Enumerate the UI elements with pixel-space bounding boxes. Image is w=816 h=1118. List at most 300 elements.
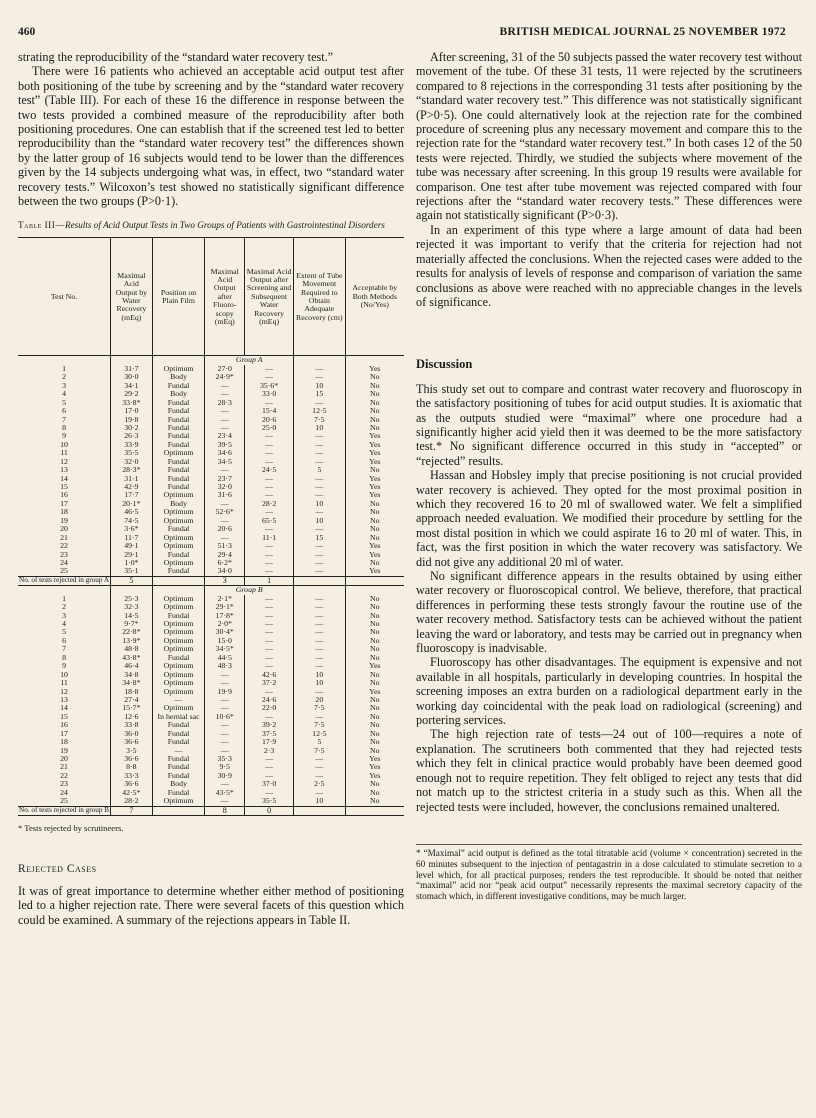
rejected-water: 7 <box>111 806 153 815</box>
table-cell: 29·1 <box>111 551 153 559</box>
table-cell: — <box>294 620 346 628</box>
table-cell: Optimum <box>152 365 205 373</box>
table-cell: — <box>245 373 294 381</box>
table-cell: 24 <box>60 787 68 797</box>
table-cell: — <box>294 373 346 381</box>
table-cell: — <box>294 432 346 440</box>
table-cell: — <box>245 365 294 373</box>
table-row <box>18 416 404 424</box>
table-cell: — <box>294 458 346 466</box>
table-cell: 22 <box>60 770 68 780</box>
table-cell: 24 <box>60 557 68 567</box>
table-cell: Fundal <box>152 654 205 662</box>
table-cell: — <box>245 551 294 559</box>
table-cell: 28·3* <box>111 466 153 474</box>
table-cell: 33·0 <box>245 390 294 398</box>
table-cell: 2 <box>62 602 66 612</box>
table-cell: — <box>294 645 346 653</box>
table-cell: 52·6* <box>205 508 245 516</box>
table-cell: Fundal <box>152 441 205 449</box>
table-cell: 20 <box>60 754 68 764</box>
table-row <box>18 458 404 466</box>
table-cell: 4 <box>62 389 66 399</box>
table-cell: Fundal <box>152 551 205 559</box>
footnote <box>416 844 802 902</box>
footnote-text: * “Maximal” acid output is defined as the total titratable acid (volume × concentration) secreted in the 60 minutes subsequent to the injection of pentagastrin in a dose calculated to stimulate secretion to a level which, for all practical purposes, renders the test reproducible. It should be noted that neither “maximal” acid nor “peak acid output” necessarily represents the maximal secretory capacity of the stomach which, in different investigative conditions, may be much larger. <box>416 847 802 902</box>
table-cell: — <box>294 612 346 620</box>
table-row <box>18 721 404 729</box>
table-row <box>18 449 404 457</box>
table-cell: 39·5 <box>205 441 245 449</box>
table-cell: — <box>245 525 294 533</box>
table-row <box>18 628 404 636</box>
table-cell: 15·7* <box>111 704 153 712</box>
table-cell: 24·5 <box>245 466 294 474</box>
discussion-paragraph-1: This study set out to compare and contrast water recovery and fluoroscopy in the satisfactory positioning of tubes for acid output studies. It is axiomatic that as the outputs studied were “maximal” where one procedure had a significantly higher acid yield then it was deemed to be the more satisfactory test.* No significant difference occurred in this study in “accepted” or “rejected” results. <box>416 381 802 468</box>
table-cell: 48·8 <box>111 645 153 653</box>
table-cell: No <box>345 747 404 755</box>
table-cell: Optimum <box>152 595 205 603</box>
table-cell: 17 <box>60 498 68 508</box>
table-row <box>18 662 404 670</box>
table-cell: 46·5 <box>111 508 153 516</box>
table-cell: No <box>345 612 404 620</box>
table-cell: — <box>245 763 294 771</box>
table-row <box>18 772 404 780</box>
table-cell: — <box>205 407 245 415</box>
table-cell: 17 <box>60 728 68 738</box>
table-cell: 7·5 <box>294 704 346 712</box>
table-cell: 6 <box>62 406 66 416</box>
table-cell: — <box>294 662 346 670</box>
table-cell: — <box>245 483 294 491</box>
table-cell: 37·5 <box>245 730 294 738</box>
column-header: Test No. <box>18 238 111 356</box>
table-cell: — <box>294 399 346 407</box>
rejected-fluoro: 8 <box>205 806 245 815</box>
table-cell: 18 <box>60 507 68 517</box>
group-b-label: Group B <box>205 586 294 595</box>
table-row <box>18 603 404 611</box>
table-cell: No <box>345 620 404 628</box>
table-cell: No <box>345 534 404 542</box>
discussion-paragraph-4: Fluoroscopy has other disadvantages. The equipment is expensive and not available in all hospitals, particularly in developing countries. In hospital the screening imposes an extra burden on a radiological department early in the working day coincidental with the peak load on radiological (screening) and portering services. <box>416 655 802 728</box>
table-cell: — <box>205 534 245 542</box>
table-row <box>18 567 404 576</box>
table-cell: 9 <box>62 431 66 441</box>
table-cell: 15 <box>60 482 68 492</box>
table-cell: 2·5 <box>294 780 346 788</box>
table-cell: — <box>294 603 346 611</box>
table-row <box>18 365 404 373</box>
table-cell: 12·5 <box>294 407 346 415</box>
table-cell: Optimum <box>152 449 205 457</box>
table-cell: Fundal <box>152 424 205 432</box>
table-cell: 36·6 <box>111 780 153 788</box>
discussion-paragraph-3: No significant difference appears in the results obtained by using either water recovery or fluoroscopical control. We believe, therefore, that practical differences in performing these tests strongly favour the routine use of the water recovery method. Satisfactory tests can be achieved without the patient leaving the ward or laboratory, and tests may be carried out in pregnancy when fluoroscopy is inadvisable. <box>416 569 802 656</box>
table-cell: Optimum <box>152 603 205 611</box>
table-row <box>18 525 404 533</box>
table-cell: — <box>294 449 346 457</box>
column-header: Maximal Acid Output after Screening and Subsequent Water Recovery (mEq) <box>245 238 294 356</box>
table-cell: Body <box>152 373 205 381</box>
column-header: Maximal Acid Output by Water Recovery (mEq) <box>111 238 153 356</box>
table-cell: — <box>245 449 294 457</box>
table-cell: Fundal <box>152 789 205 797</box>
table-cell: No <box>345 416 404 424</box>
table-cell: — <box>205 500 245 508</box>
table-cell: Yes <box>345 449 404 457</box>
table-cell: 43·5* <box>205 789 245 797</box>
table-cell: — <box>294 491 346 499</box>
table-cell: — <box>205 704 245 712</box>
left-column <box>18 50 404 927</box>
table-cell: Yes <box>345 755 404 763</box>
table-cell: Fundal <box>152 399 205 407</box>
table-cell: 9·7* <box>111 620 153 628</box>
table-cell: 11 <box>60 678 68 688</box>
table-cell: 10 <box>294 679 346 687</box>
table-cell: — <box>294 542 346 550</box>
column-header: Extent of Tube Movement Required to Obtain Adequate Recovery (cm) <box>294 238 346 356</box>
table-cell: Yes <box>345 483 404 491</box>
results-table <box>18 237 404 816</box>
table-cell: — <box>245 603 294 611</box>
table-cell: — <box>294 772 346 780</box>
table-cell: — <box>294 763 346 771</box>
table-cell: — <box>245 789 294 797</box>
table-cell: Fundal <box>152 567 205 576</box>
table-cell: — <box>294 789 346 797</box>
table-cell: 22·8* <box>111 628 153 636</box>
table-cell: — <box>205 780 245 788</box>
table-cell: 6 <box>62 635 66 645</box>
table-cell: — <box>245 508 294 516</box>
table-cell: Yes <box>345 432 404 440</box>
table-cell: No <box>345 559 404 567</box>
page-number: 460 <box>18 26 36 38</box>
table-cell: No <box>345 407 404 415</box>
discussion-paragraph-5: The high rejection rate of tests—24 out of 100—requires a note of explanation. The scrutineers both commented that they had rejected tests which they felt in clinical practice would probably have been deemed good enough not to require repetition. They felt obliged to reject any tests that did not match up to the strictest criteria in a study such as this. When all the rejected tests were included, however, the conclusions remained unaltered. <box>416 727 802 814</box>
table-cell: No <box>345 679 404 687</box>
table-cell: — <box>294 559 346 567</box>
table-cell: 20 <box>294 696 346 704</box>
table-cell: Optimum <box>152 645 205 653</box>
table-cell: No <box>345 637 404 645</box>
table-row <box>18 645 404 653</box>
table-cell: 35·3 <box>205 755 245 763</box>
table-cell: 28·2 <box>245 500 294 508</box>
table-cell: 16 <box>60 490 68 500</box>
table-cell: No <box>345 789 404 797</box>
table-cell: 32·0 <box>111 458 153 466</box>
rejected-screen: 1 <box>245 576 294 585</box>
table-cell: 3 <box>62 380 66 390</box>
table-cell: Body <box>152 780 205 788</box>
table-cell: 10 <box>294 671 346 679</box>
group-a-label-row <box>18 356 404 365</box>
table-cell: — <box>294 628 346 636</box>
table-cell: 35·1 <box>111 567 153 576</box>
table-cell: 49·1 <box>111 542 153 550</box>
table-cell: 44·5 <box>205 654 245 662</box>
table-row <box>18 534 404 542</box>
table-cell: 17·0 <box>111 407 153 415</box>
table-cell: No <box>345 654 404 662</box>
table-cell: 12 <box>60 686 68 696</box>
table-cell: No <box>345 738 404 746</box>
table-cell: 3·5 <box>111 747 153 755</box>
table-cell: Yes <box>345 763 404 771</box>
table-cell: 8 <box>62 422 66 432</box>
table-row <box>18 747 404 755</box>
table-cell: No <box>345 373 404 381</box>
table-cell: 34·8* <box>111 679 153 687</box>
table-cell: — <box>294 567 346 576</box>
table-cell: Fundal <box>152 755 205 763</box>
table-cell: 14 <box>60 473 68 483</box>
table-cell: 30·9 <box>205 772 245 780</box>
table-row <box>18 373 404 381</box>
table-title: Results of Acid Output Tests in Two Groups of Patients with Gastrointestinal Disorders <box>64 220 385 231</box>
table-cell: 11·7 <box>111 534 153 542</box>
table-cell: Fundal <box>152 416 205 424</box>
table-cell: 17·9 <box>245 738 294 746</box>
discussion-paragraph-2: Hassan and Hobsley imply that precise positioning is not crucial provided water recovery is achieved. They opted for the most proximal position in which they recovered 16 to 20 ml of swallowed water. We felt a simplified approach needed evaluation. We modified their procedure by settling for the most distal position in which we could aspirate 16 to 20 ml of water. This, in fact, was the first position in which the water recovery was satisfactory. We did not give any additional 20 ml of water. <box>416 468 802 569</box>
table-cell: No <box>345 797 404 806</box>
group-b-label-row <box>18 586 404 595</box>
table-row <box>18 654 404 662</box>
table-cell: No <box>345 390 404 398</box>
table-cell: — <box>294 688 346 696</box>
group-a-body <box>18 356 404 576</box>
table-cell: No <box>345 508 404 516</box>
left-paragraph-2: There were 16 patients who achieved an acceptable acid output test after both positioning of the tube by screening and by the “standard water recovery test” (Table III). For each of these 16 the difference in response between the two tests provided a combined measure of the reproducibility after both positioning procedures. One can establish that if the screened test led to better reproducibility than the “standard water recovery test” the differences shown by the latter group of 16 subjects would tend to be lower than the differences given by the 14 subjects undergoing what was, in effect, two “standard water recovery tests.” Wilcoxon’s test showed no statistically significant difference between the two groups (P>0·1). <box>18 64 404 209</box>
table-cell: Fundal <box>152 772 205 780</box>
table-row <box>18 704 404 712</box>
table-cell: 15·0 <box>205 637 245 645</box>
table-cell: 10 <box>294 517 346 525</box>
table-cell: — <box>294 441 346 449</box>
table-cell: — <box>205 797 245 806</box>
table-cell: Yes <box>345 475 404 483</box>
table-cell: Body <box>152 500 205 508</box>
table-cell: — <box>245 441 294 449</box>
table-cell: Fundal <box>152 525 205 533</box>
table-row <box>18 637 404 645</box>
table-cell: 10 <box>60 439 68 449</box>
rejected-screen: 0 <box>245 806 294 815</box>
table-row <box>18 755 404 763</box>
table-cell: — <box>245 637 294 645</box>
table-cell: 37·0 <box>245 780 294 788</box>
table-cell: 25·0 <box>245 424 294 432</box>
table-cell: 12 <box>60 456 68 466</box>
table-cell: 20 <box>60 524 68 534</box>
table-cell: Optimum <box>152 559 205 567</box>
table-cell: 15 <box>294 534 346 542</box>
table-cell: 14·5 <box>111 612 153 620</box>
column-header: Acceptable by Both Methods (No/Yes) <box>345 238 404 356</box>
table-cell: 42·5* <box>111 789 153 797</box>
table-cell: 2·1* <box>205 595 245 603</box>
rejected-water: 5 <box>111 576 153 585</box>
table-cell: Optimum <box>152 637 205 645</box>
table-cell: 33·8 <box>111 721 153 729</box>
table-cell: Fundal <box>152 612 205 620</box>
table-cell: — <box>205 721 245 729</box>
table-cell: 29·4 <box>205 551 245 559</box>
table-cell: 42·9 <box>111 483 153 491</box>
table-cell: 3 <box>62 610 66 620</box>
table-cell: 24·9* <box>205 373 245 381</box>
table-cell: 26·3 <box>111 432 153 440</box>
table-cell: No <box>345 780 404 788</box>
table-row <box>18 382 404 390</box>
table-cell: — <box>245 612 294 620</box>
table-row <box>18 390 404 398</box>
table-cell: 43·8* <box>111 654 153 662</box>
table-cell: 34·5 <box>205 458 245 466</box>
table-cell: 23 <box>60 549 68 559</box>
table-row <box>18 475 404 483</box>
rejected-row-a <box>18 576 404 585</box>
table-cell: 33·9 <box>111 441 153 449</box>
table-cell: No <box>345 382 404 390</box>
table-cell: Yes <box>345 688 404 696</box>
table-cell: Yes <box>345 458 404 466</box>
table-cell: Yes <box>345 662 404 670</box>
table-cell: No <box>345 704 404 712</box>
table-cell: 28·3 <box>205 399 245 407</box>
table-cell: 23·7 <box>205 475 245 483</box>
table-row <box>18 688 404 696</box>
table-cell: Fundal <box>152 466 205 474</box>
table-cell: Fundal <box>152 475 205 483</box>
column-header: Maximal Acid Output after Fluoro-scopy (mEq) <box>205 238 245 356</box>
table-cell: 35·6* <box>245 382 294 390</box>
table-row <box>18 612 404 620</box>
table-cell: 35·5 <box>245 797 294 806</box>
table-cell: 11·1 <box>245 534 294 542</box>
table-cell: 20·6 <box>245 416 294 424</box>
rejected-row-b <box>18 806 404 815</box>
table-cell: Fundal <box>152 458 205 466</box>
table-cell: 4 <box>62 619 66 629</box>
table-cell: — <box>294 475 346 483</box>
table-cell: — <box>294 508 346 516</box>
table-cell: Fundal <box>152 730 205 738</box>
table-cell: No <box>345 424 404 432</box>
table-cell: Yes <box>345 491 404 499</box>
table-cell: 34·1 <box>111 382 153 390</box>
table-row <box>18 797 404 806</box>
table-cell: Yes <box>345 567 404 576</box>
table-cell: 10 <box>294 424 346 432</box>
table-cell: 5 <box>294 738 346 746</box>
table-cell: — <box>205 466 245 474</box>
table-cell: 7·5 <box>294 416 346 424</box>
table-cell: — <box>245 491 294 499</box>
table-row <box>18 441 404 449</box>
table-cell: Fundal <box>152 738 205 746</box>
table-cell: Optimum <box>152 679 205 687</box>
table-cell: No <box>345 500 404 508</box>
table-cell: No <box>345 466 404 474</box>
table-row <box>18 432 404 440</box>
table-cell: 34·6 <box>205 449 245 457</box>
table-cell: 21 <box>60 532 68 542</box>
page-header <box>18 26 786 44</box>
table-row <box>18 595 404 603</box>
discussion-heading: Discussion <box>416 357 473 372</box>
table-row <box>18 424 404 432</box>
table-cell: 10 <box>294 500 346 508</box>
table-cell: Optimum <box>152 491 205 499</box>
table-cell: — <box>294 595 346 603</box>
table-cell: 30·4* <box>205 628 245 636</box>
table-cell: No <box>345 517 404 525</box>
table-cell: Fundal <box>152 407 205 415</box>
table-cell: 23·4 <box>205 432 245 440</box>
table-cell: — <box>294 365 346 373</box>
table-cell: — <box>294 713 346 721</box>
table-cell: Optimum <box>152 671 205 679</box>
table-cell: 7 <box>62 414 66 424</box>
table-cell: No <box>345 525 404 533</box>
table-cell: Yes <box>345 772 404 780</box>
table-cell: No <box>345 603 404 611</box>
table-cell: — <box>245 458 294 466</box>
table-cell: 42·6 <box>245 671 294 679</box>
table-cell: Optimum <box>152 662 205 670</box>
table-cell: 74·5 <box>111 517 153 525</box>
table-cell: 22 <box>60 541 68 551</box>
table-cell: 15 <box>60 711 68 721</box>
table-cell: Optimum <box>152 620 205 628</box>
table-cell: 2·0* <box>205 620 245 628</box>
table-cell: 11 <box>60 448 68 458</box>
table-cell: 27·0 <box>205 365 245 373</box>
table-cell: — <box>245 688 294 696</box>
table-cell: 13 <box>60 465 68 475</box>
table-cell: — <box>245 662 294 670</box>
table-cell: 13 <box>60 694 68 704</box>
right-column <box>416 50 802 902</box>
table-cell: — <box>245 399 294 407</box>
table-cell: — <box>152 747 205 755</box>
table-cell: No <box>345 730 404 738</box>
table-row <box>18 620 404 628</box>
right-paragraph-1: After screening, 31 of the 50 subjects passed the water recovery test without movement of the tube. Of these 31 tests, 11 were rejected by the scrutineers compared to 8 rejections in the corresponding 31 tests after positioning by the “standard water recovery test.” This difference was not statistically significant (P>0·5). One could alternatively look at the rejection rate for the combined procedure of screening plus any necessary movement and compare this to the rejection rate for the “standard water recovery test.” In both cases 12 of the 50 tests were rejected. Thirdly, we studied the subjects where movement of the tube was necessary after screening. In this group 19 results were available for comparison. One test after tube movement was rejected compared with four rejections after the “standard water recovery tests.” These differences were again not statistically significant (P>0·3). <box>416 50 802 223</box>
table-cell: 36·0 <box>111 730 153 738</box>
table-cell: — <box>245 620 294 628</box>
table-cell: 46·4 <box>111 662 153 670</box>
table-cell: 37·2 <box>245 679 294 687</box>
table-cell: 28·2 <box>111 797 153 806</box>
table-cell: Body <box>152 390 205 398</box>
table-cell: No <box>345 671 404 679</box>
table-cell: 16 <box>60 720 68 730</box>
table-cell: — <box>245 645 294 653</box>
table-row <box>18 491 404 499</box>
table-cell: 23 <box>60 779 68 789</box>
group-a-label: Group A <box>205 356 294 365</box>
table-row <box>18 542 404 550</box>
table-cell: 1 <box>62 593 66 603</box>
table-cell: 33·3 <box>111 772 153 780</box>
table-cell: Fundal <box>152 432 205 440</box>
